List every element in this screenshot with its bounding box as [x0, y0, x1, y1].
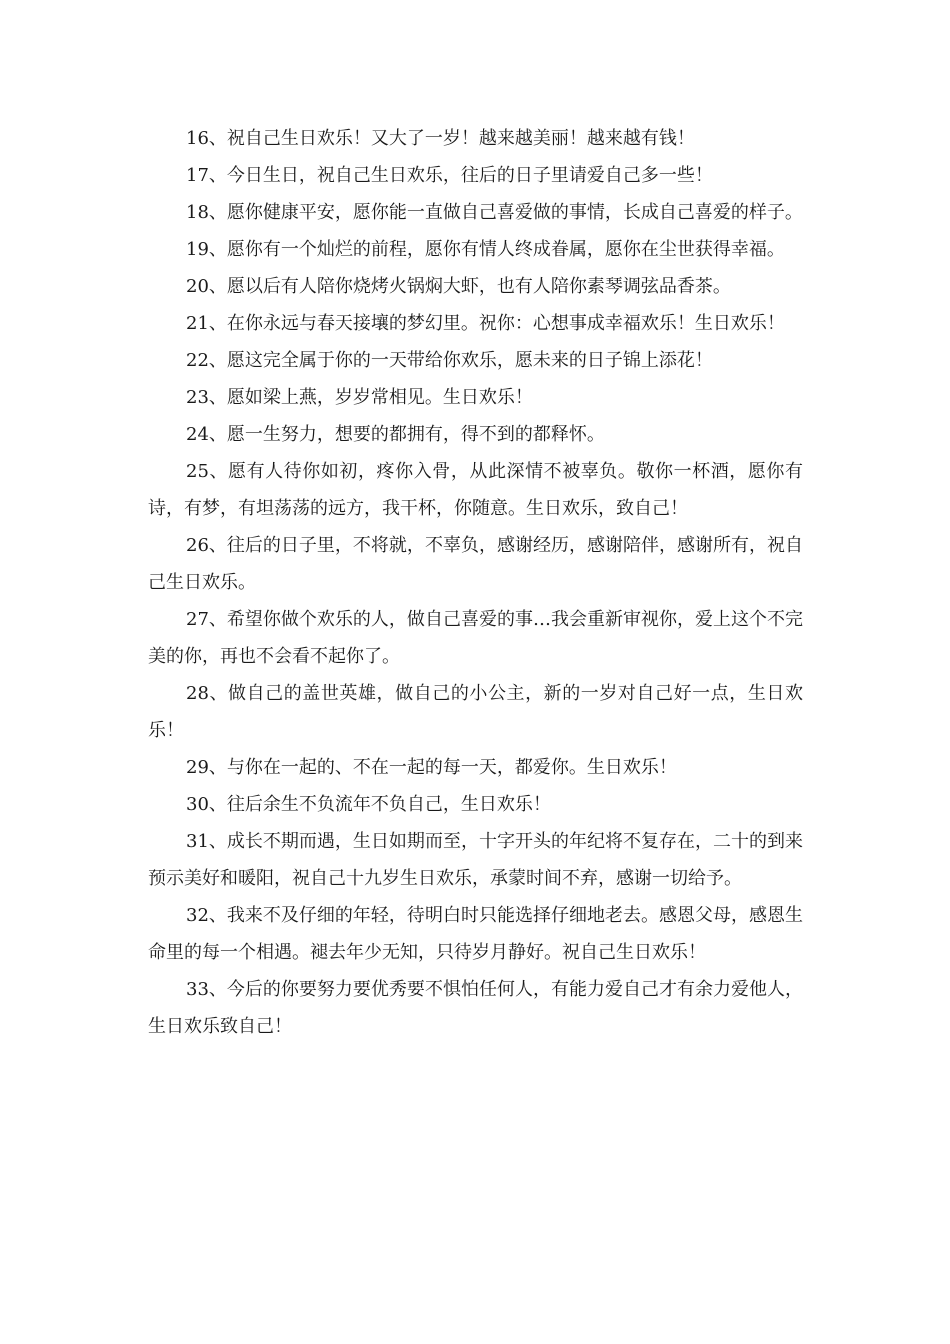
paragraph-25: 25、愿有人待你如初，疼你入骨，从此深情不被辜负。敬你一杯酒，愿你有诗，有梦，有坦荡荡的远方，我干杯，你随意。生日欢乐，致自己！	[148, 461, 803, 519]
paragraph-30: 30、往后余生不负流年不负自己，生日欢乐！	[186, 794, 551, 815]
paragraph-22: 22、愿这完全属于你的一天带给你欢乐，愿未来的日子锦上添花！	[186, 350, 713, 371]
paragraph-17: 17、今日生日，祝自己生日欢乐，往后的日子里请爱自己多一些！	[186, 165, 713, 186]
document-body	[148, 120, 803, 1045]
paragraph-28: 28、做自己的盖世英雄，做自己的小公主，新的一岁对自己好一点，生日欢乐！	[148, 683, 803, 741]
paragraph-23: 23、愿如梁上燕，岁岁常相见。生日欢乐！	[186, 387, 533, 408]
paragraph-18: 18、愿你健康平安，愿你能一直做自己喜爱做的事情，长成自己喜爱的样子。	[186, 202, 803, 223]
paragraph-31: 31、成长不期而遇，生日如期而至，十字开头的年纪将不复存在，二十的到来预示美好和暖阳，祝自己十九岁生日欢乐，承蒙时间不弃，感谢一切给予。	[148, 831, 803, 889]
paragraph-29: 29、与你在一起的、不在一起的每一天，都爱你。生日欢乐！	[186, 757, 677, 778]
paragraph-19: 19、愿你有一个灿烂的前程，愿你有情人终成眷属，愿你在尘世获得幸福。	[186, 239, 785, 260]
paragraph-20: 20、愿以后有人陪你烧烤火锅焖大虾，也有人陪你素琴调弦品香茶。	[186, 276, 731, 297]
paragraph-21: 21、在你永远与春天接壤的梦幻里。祝你：心想事成幸福欢乐！生日欢乐！	[186, 313, 785, 334]
paragraph-26: 26、往后的日子里，不将就，不辜负，感谢经历，感谢陪伴，感谢所有，祝自己生日欢乐。	[148, 535, 803, 593]
paragraph-33: 33、今后的你要努力要优秀要不惧怕任何人，有能力爱自己才有余力爱他人，生日欢乐致自己！	[148, 979, 803, 1037]
paragraph-16: 16、祝自己生日欢乐！又大了一岁！越来越美丽！越来越有钱！	[186, 128, 695, 149]
paragraph-32: 32、我来不及仔细的年轻，待明白时只能选择仔细地老去。感恩父母，感恩生命里的每一个相遇。褪去年少无知，只待岁月静好。祝自己生日欢乐！	[148, 905, 803, 963]
paragraph-27: 27、希望你做个欢乐的人，做自己喜爱的事…我会重新审视你，爱上这个不完美的你，再也不会看不起你了。	[148, 609, 803, 667]
paragraph-24: 24、愿一生努力，想要的都拥有，得不到的都释怀。	[186, 424, 605, 445]
